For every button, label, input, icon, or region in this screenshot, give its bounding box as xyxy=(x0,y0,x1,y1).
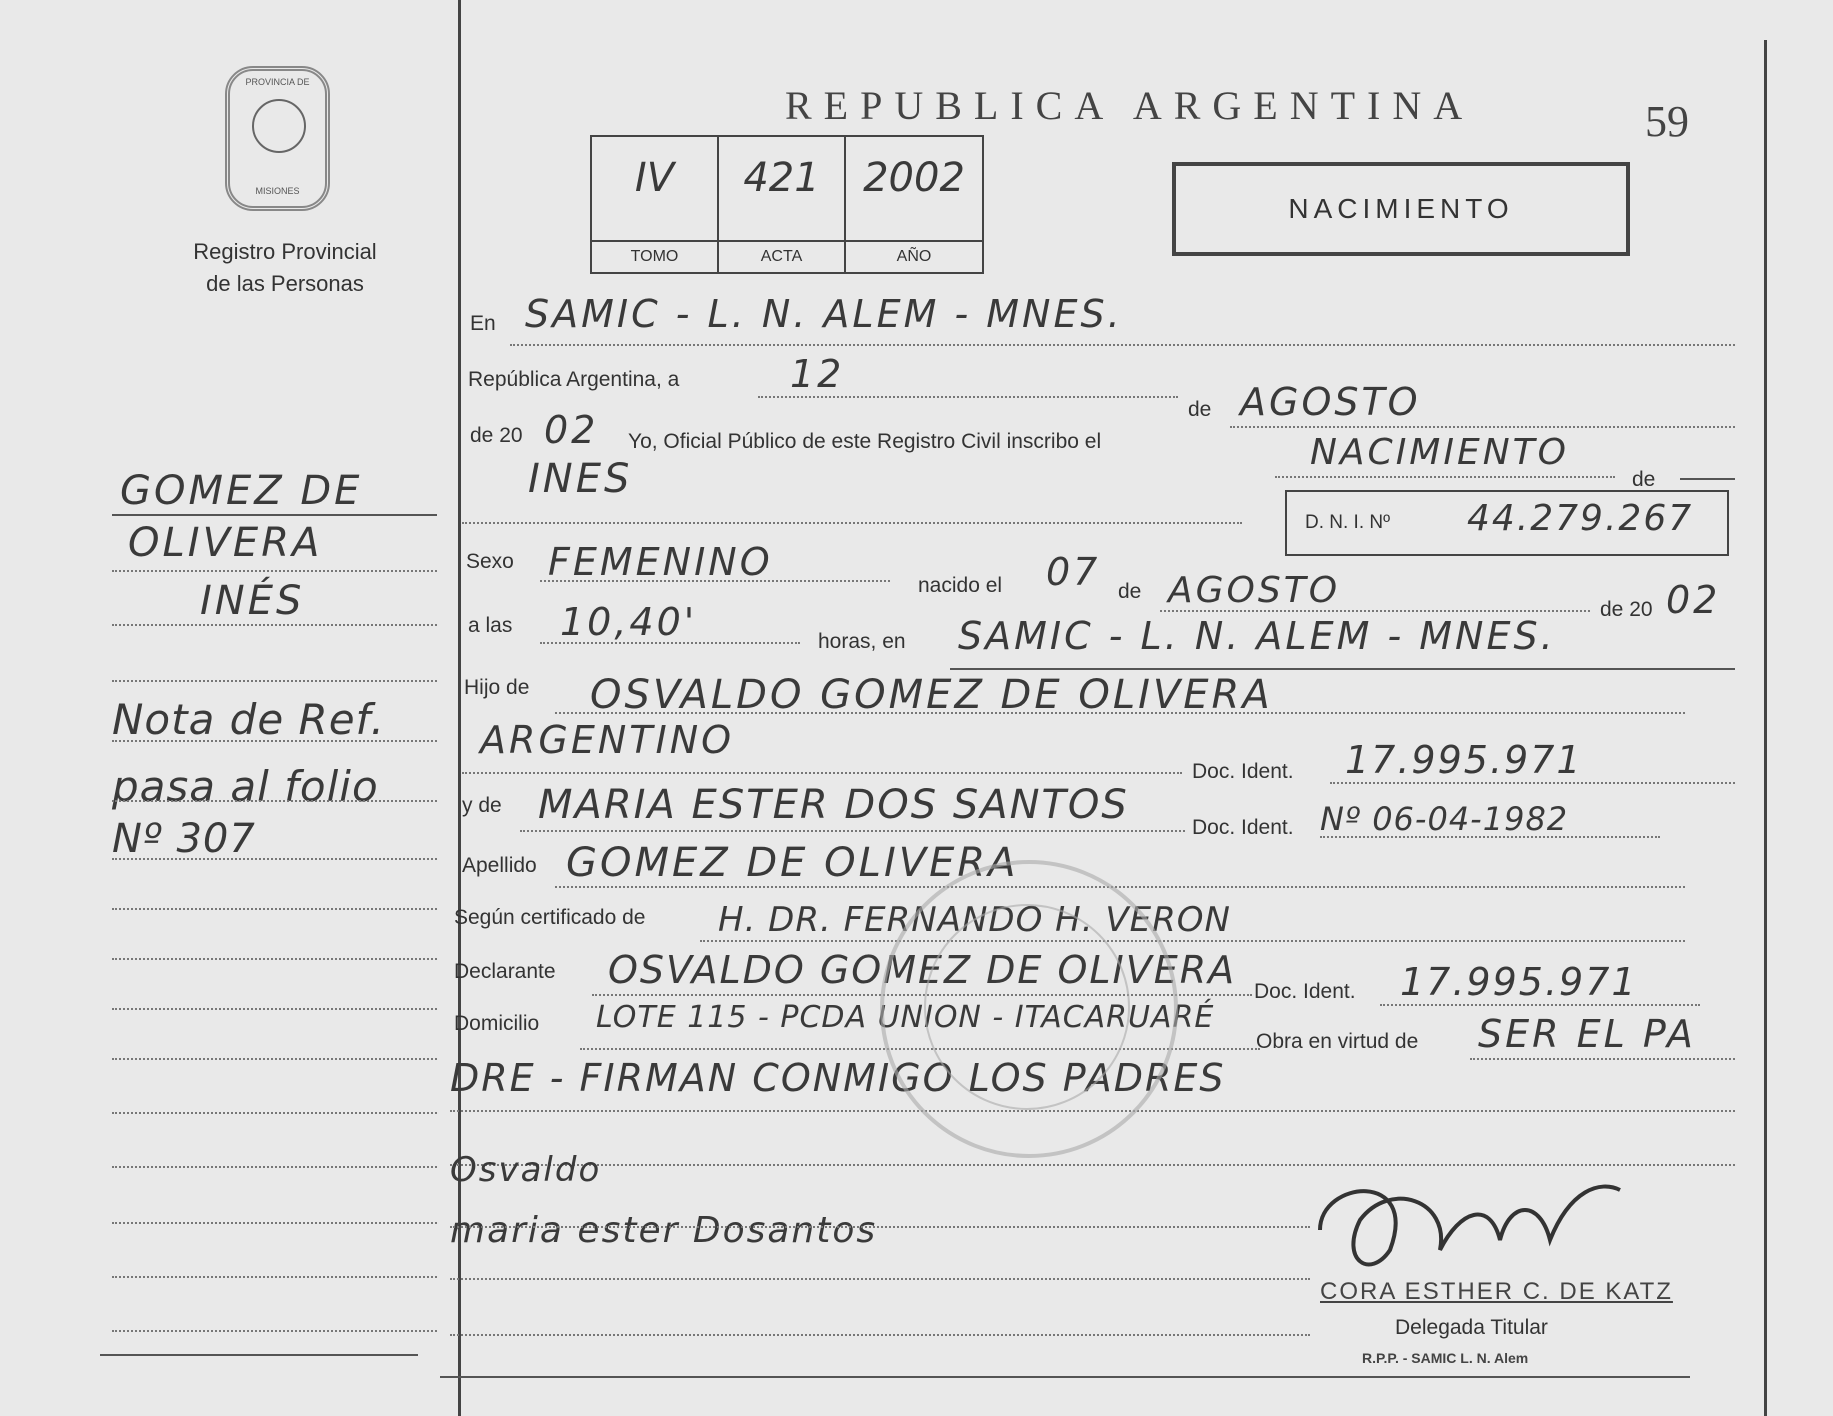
registry-name xyxy=(160,236,410,300)
tomo-value: IV xyxy=(634,155,675,201)
mother-signature: maria ester Dosantos xyxy=(450,1210,878,1251)
year-prefix-label: de 20 xyxy=(470,424,523,447)
en-label: En xyxy=(470,312,496,335)
apellido-value: GOMEZ DE OLIVERA xyxy=(566,840,1019,886)
obra-label: Obra en virtud de xyxy=(1256,1030,1419,1053)
declarante-value: OSVALDO GOMEZ DE OLIVERA xyxy=(608,948,1237,992)
domicilio-value: LOTE 115 - PCDA UNION - ITACARUARÉ xyxy=(596,1000,1215,1035)
doc-ident-label: Doc. Ident. xyxy=(1192,760,1294,783)
de-label-3: de xyxy=(1118,580,1142,603)
record-id-table xyxy=(590,135,984,274)
sexo-value: FEMENINO xyxy=(548,540,773,584)
officer-signature-icon xyxy=(1300,1160,1660,1290)
acta-cell xyxy=(719,137,846,272)
de-label-2: de xyxy=(1632,468,1656,491)
horas-label: horas, en xyxy=(818,630,906,653)
domicilio-label: Domicilio xyxy=(454,1012,540,1035)
month-value: AGOSTO xyxy=(1240,380,1421,424)
tomo-label: TOMO xyxy=(592,240,717,266)
nacido-label: nacido el xyxy=(918,574,1003,597)
acta-label: ACTA xyxy=(719,240,844,266)
father-doc-value: 17.995.971 xyxy=(1345,738,1583,782)
margin-name-line2: OLIVERA xyxy=(128,520,323,566)
declarante-doc-value: 17.995.971 xyxy=(1400,960,1638,1004)
doc-ident-label-3: Doc. Ident. xyxy=(1254,980,1356,1003)
birth-year-suffix-value: 02 xyxy=(1666,578,1721,622)
doc-ident-label-2: Doc. Ident. xyxy=(1192,816,1294,839)
year-suffix-value: 02 xyxy=(544,408,599,452)
country-title: REPUBLICA ARGENTINA xyxy=(785,83,1475,128)
seal-text-top: PROVINCIA DE xyxy=(245,77,310,87)
dni-value: 44.279.267 xyxy=(1467,498,1694,539)
officer-name: CORA ESTHER C. DE KATZ xyxy=(1320,1278,1673,1305)
obra-value-2: DRE - FIRMAN CONMIGO LOS PADRES xyxy=(450,1056,1226,1100)
certificado-value: H. DR. FERNANDO H. VERON xyxy=(718,900,1231,940)
de-label: de xyxy=(1188,398,1212,421)
folio-number: 59 xyxy=(1645,97,1689,146)
registry-stamp-icon xyxy=(880,860,1178,1158)
apellido-label: Apellido xyxy=(462,854,537,877)
act-value: NACIMIENTO xyxy=(1310,432,1569,473)
dni-label: D. N. I. Nº xyxy=(1305,512,1391,533)
dni-box xyxy=(1285,490,1729,556)
en-value: SAMIC - L. N. ALEM - MNES. xyxy=(525,292,1123,336)
record-type-box: NACIMIENTO xyxy=(1172,162,1630,256)
officer-office: R.P.P. - SAMIC L. N. Alem xyxy=(1362,1350,1529,1366)
left-column-divider xyxy=(458,0,461,1416)
anio-label: AÑO xyxy=(846,240,982,266)
registry-name-line2: de las Personas xyxy=(206,271,364,296)
father-value: OSVALDO GOMEZ DE OLIVERA xyxy=(590,672,1273,718)
margin-name-line3: INÉS xyxy=(200,578,305,624)
mother-value: MARIA ESTER DOS SANTOS xyxy=(538,782,1129,828)
birth-day-value: 07 xyxy=(1046,550,1101,594)
obra-value-1: SER EL PA xyxy=(1478,1012,1696,1056)
margin-note-line1: Nota de Ref. xyxy=(112,695,385,744)
margin-note-line2: pasa al folio xyxy=(112,762,379,811)
birth-place-value: SAMIC - L. N. ALEM - MNES. xyxy=(958,614,1556,658)
anio-value: 2002 xyxy=(863,155,965,201)
hijo-label: Hijo de xyxy=(464,676,530,699)
a-las-label: a las xyxy=(468,614,513,637)
mother-doc-value: Nº 06-04-1982 xyxy=(1320,800,1569,838)
tomo-cell xyxy=(592,137,719,272)
certificado-label: Según certificado de xyxy=(454,906,646,929)
birth-month-value: AGOSTO xyxy=(1168,570,1341,611)
margin-note-line3: Nº 307 xyxy=(112,816,256,862)
republica-label: República Argentina, a xyxy=(468,368,680,391)
acta-value: 421 xyxy=(743,155,820,201)
declarante-label: Declarante xyxy=(454,960,556,983)
officer-title: Delegada Titular xyxy=(1395,1316,1548,1339)
father-signature: Osvaldo xyxy=(450,1150,602,1190)
father-nationality-value: ARGENTINO xyxy=(480,718,735,762)
y-de-label: y de xyxy=(462,794,502,817)
day-value: 12 xyxy=(790,352,845,396)
sexo-label: Sexo xyxy=(466,550,514,573)
seal-text-bottom: MISIONES xyxy=(255,186,300,196)
registry-name-line1: Registro Provincial xyxy=(193,239,377,264)
birth-year-prefix-label: de 20 xyxy=(1600,598,1653,621)
right-border-line xyxy=(1764,40,1767,1416)
misiones-seal-icon xyxy=(225,66,330,211)
time-value: 10,40' xyxy=(560,600,698,644)
officer-text: Yo, Oficial Público de este Registro Civil inscribo el xyxy=(628,430,1102,453)
given-name-value: INES xyxy=(528,456,633,502)
anio-cell xyxy=(846,137,982,272)
margin-name-line1: GOMEZ DE xyxy=(120,468,363,514)
